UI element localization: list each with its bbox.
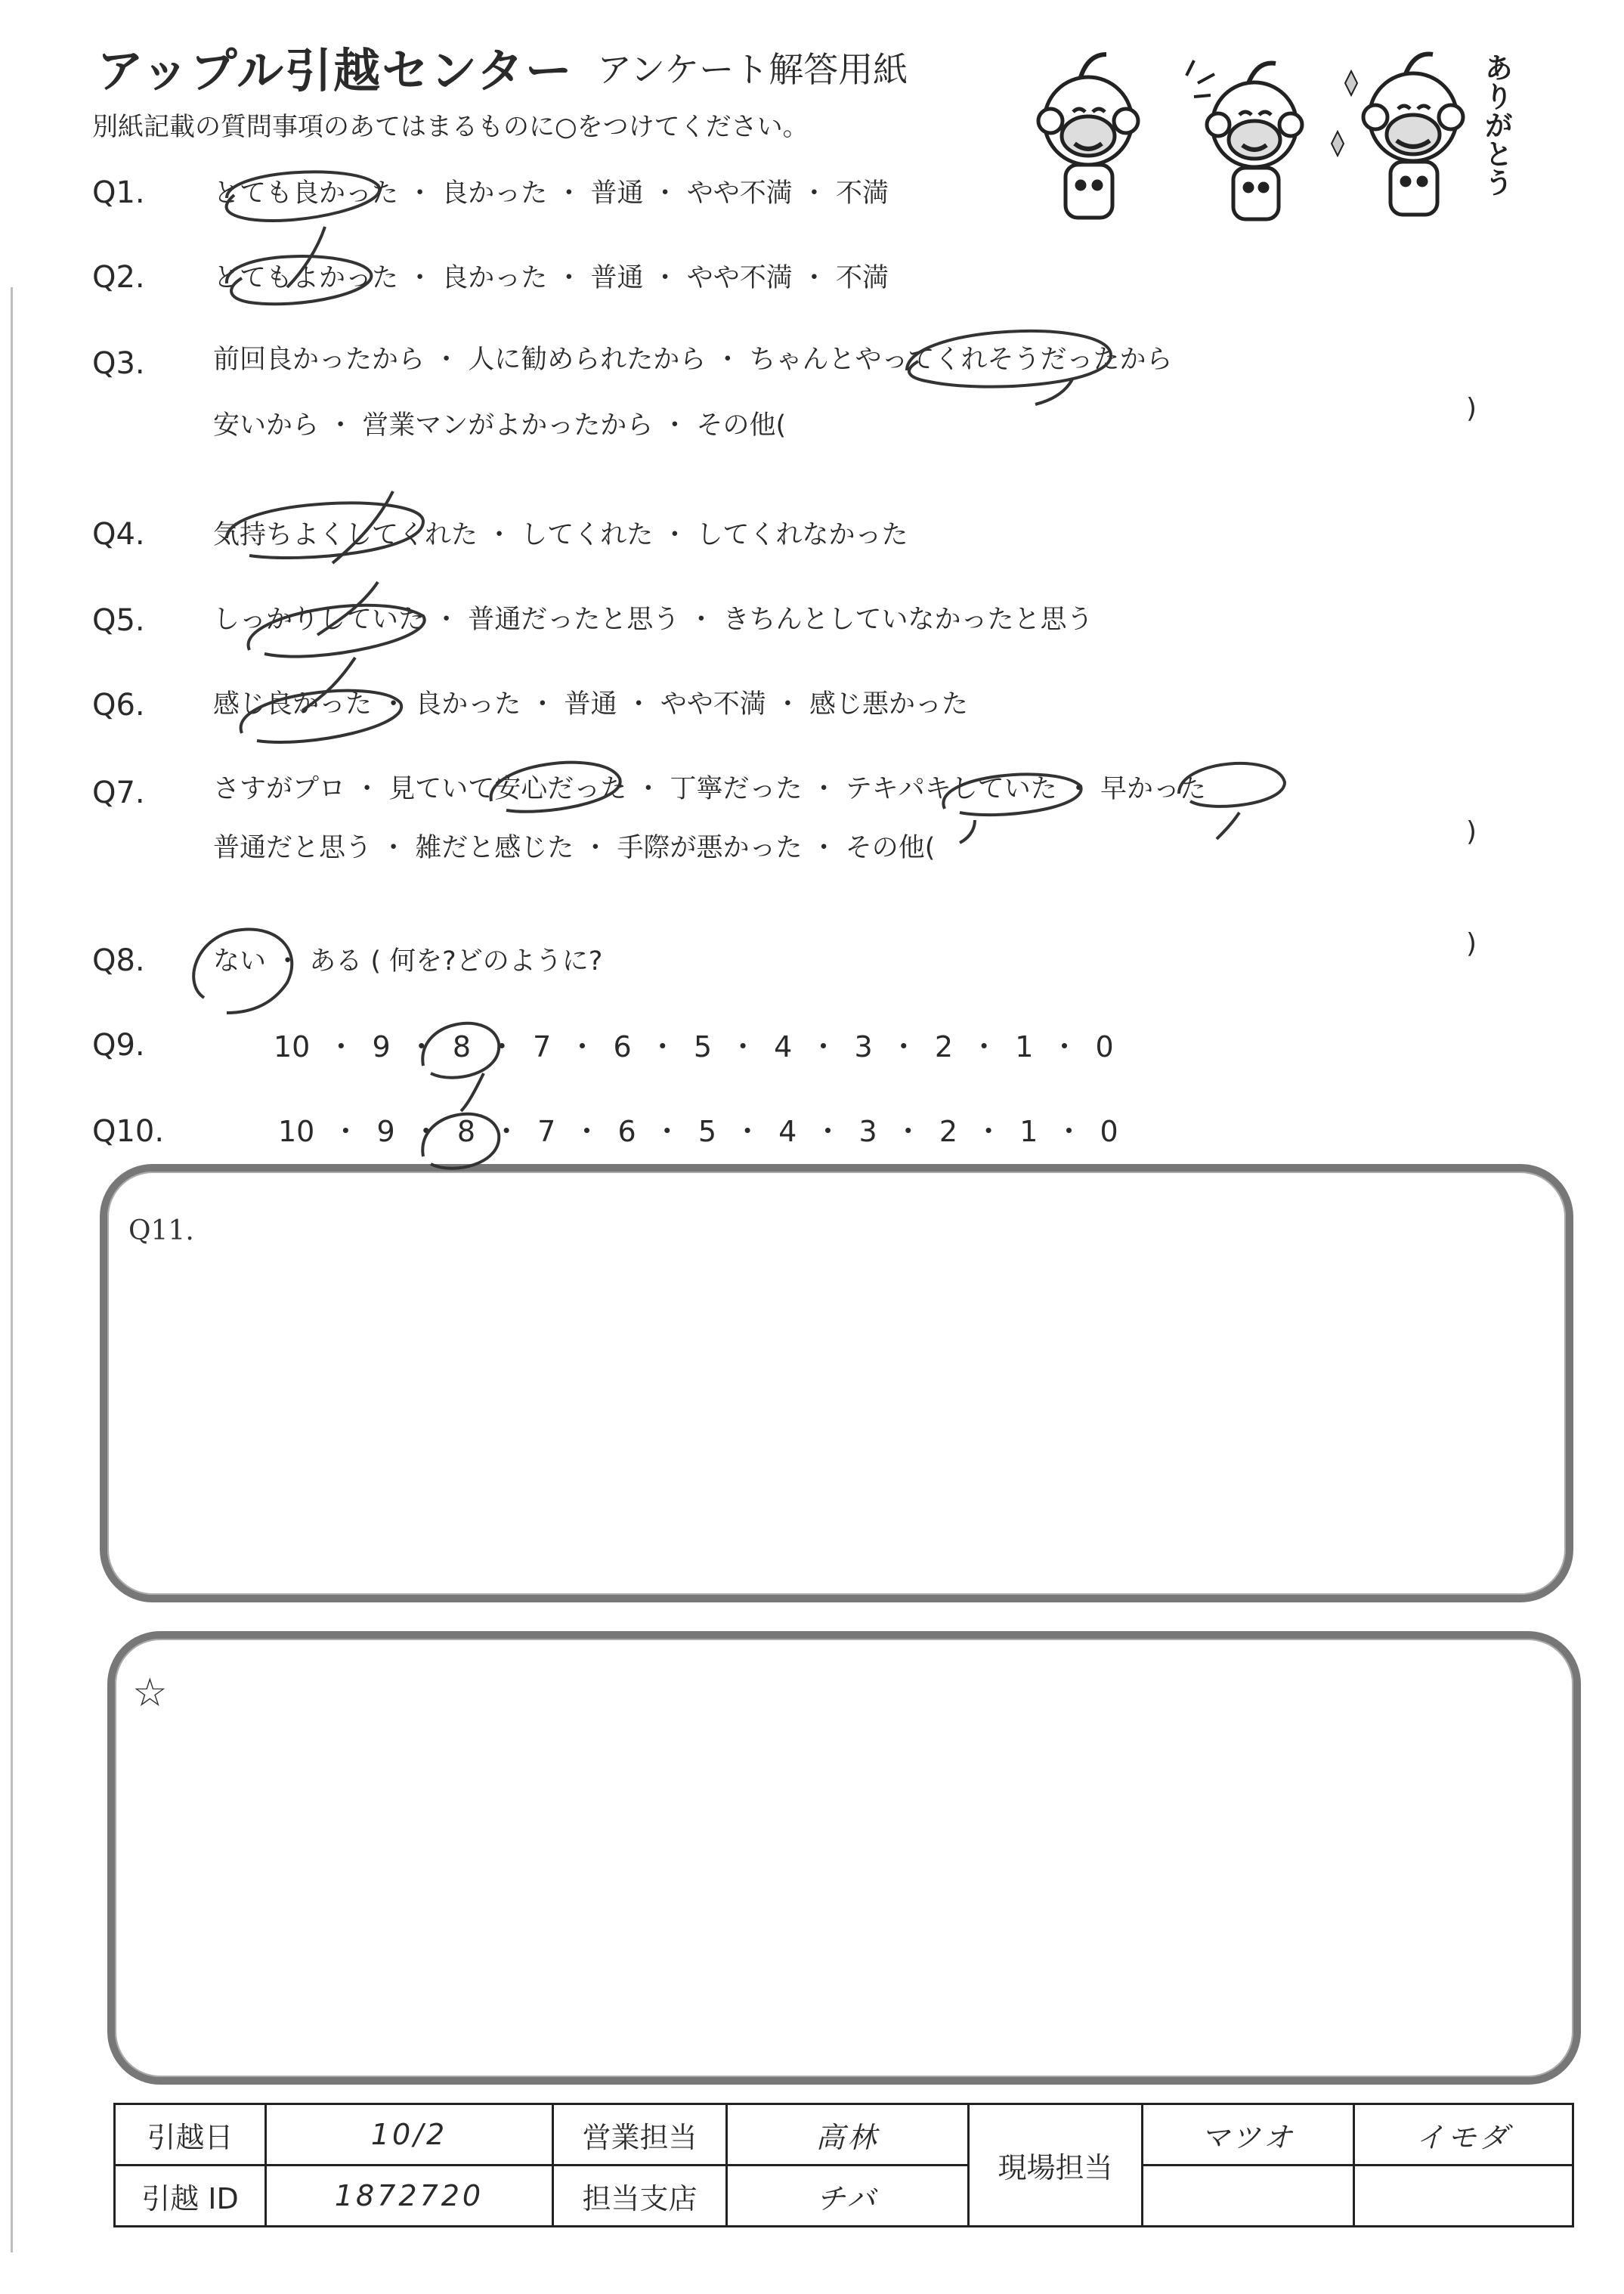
q9-scale: 10 ・ 9 ・ 8 ・ 7 ・ 6 ・ 5 ・ 4 ・ 3 ・ 2 ・ 1 ・ 0 [274, 1030, 1114, 1063]
q2-options: とてもよかった ・ 良かった ・ 普通 ・ やや不満 ・ 不満 [213, 263, 889, 293]
star-comment-box [107, 1631, 1581, 2085]
move-date-value: 10/2 [266, 2104, 553, 2166]
q4-label: Q4. [92, 517, 145, 552]
q1-label: Q1. [92, 175, 145, 210]
scan-edge [11, 287, 13, 2252]
q8-options: ない ・ ある ( 何を?どのように? [213, 946, 603, 977]
site-staff-empty-1 [1143, 2166, 1354, 2227]
move-info-table [113, 2103, 1574, 2227]
thanks-text: ありがとう [1480, 53, 1513, 197]
q10-scale: 10 ・ 9 ・ 8 ・ 7 ・ 6 ・ 5 ・ 4 ・ 3 ・ 2 ・ 1 ・ 0 [278, 1115, 1118, 1148]
company-title: アップル引越センター [97, 43, 574, 98]
q6-options: 感じ良かった ・ 良かった ・ 普通 ・ やや不満 ・ 感じ悪かった [213, 689, 969, 720]
q2-label: Q2. [92, 260, 145, 295]
q7-options-line1: さすがプロ ・ 見ていて安心だった ・ 丁寧だった ・ テキパキしていた ・ 早かった [213, 774, 1207, 804]
move-id-value: 1872720 [266, 2166, 553, 2227]
q7-label: Q7. [92, 776, 145, 810]
site-staff-value-2: イモダ [1354, 2104, 1573, 2166]
mascot-illustration [1028, 30, 1519, 242]
star-label: ☆ [132, 1670, 168, 1716]
site-staff-label: 現場担当 [969, 2104, 1143, 2227]
monkey-mascot-right [1332, 54, 1463, 215]
q5-label: Q5. [92, 603, 145, 638]
q6-label: Q6. [92, 688, 145, 723]
form-subtitle: アンケート解答用紙 [597, 49, 908, 90]
q11-label: Q11. [128, 1215, 194, 1246]
instruction-text: 別紙記載の質問事項のあてはまるものに○をつけてください。 [92, 112, 809, 142]
q7-options-line2: 普通だと思う ・ 雑だと感じた ・ 手際が悪かった ・ その他( [213, 833, 936, 863]
q7-paren-close: ) [1466, 816, 1477, 847]
sales-rep-label: 営業担当 [553, 2104, 727, 2166]
branch-value: チバ [727, 2166, 969, 2227]
q11-comment-box [100, 1164, 1573, 1602]
site-staff-empty-2 [1354, 2166, 1573, 2227]
move-date-label: 引越日 [115, 2104, 266, 2166]
q10-label: Q10. [92, 1114, 165, 1149]
move-id-label: 引越 ID [115, 2166, 266, 2227]
monkey-mascot-left [1038, 54, 1138, 218]
branch-label: 担当支店 [553, 2166, 727, 2227]
q3-paren-close: ) [1466, 393, 1477, 424]
q3-options-line2: 安いから ・ 営業マンがよかったから ・ その他( [213, 410, 787, 441]
site-staff-value-1: マツオ [1143, 2104, 1354, 2166]
q9-label: Q9. [92, 1028, 145, 1063]
q1-options: とても良かった ・ 良かった ・ 普通 ・ やや不満 ・ 不満 [213, 178, 889, 209]
q8-label: Q8. [92, 943, 145, 978]
q8-paren-close: ) [1466, 928, 1477, 959]
q5-options: しっかりしていた ・ 普通だったと思う ・ きちんとしていなかったと思う [213, 605, 1093, 635]
q3-options-line1: 前回良かったから ・ 人に勧められたから ・ ちゃんとやってくれそうだったから [213, 345, 1173, 375]
sales-rep-value: 高林 [727, 2104, 969, 2166]
q3-label: Q3. [92, 346, 145, 381]
monkey-mascot-center [1186, 60, 1302, 219]
q4-options: 気持ちよくしてくれた ・ してくれた ・ してくれなかった [213, 520, 908, 550]
